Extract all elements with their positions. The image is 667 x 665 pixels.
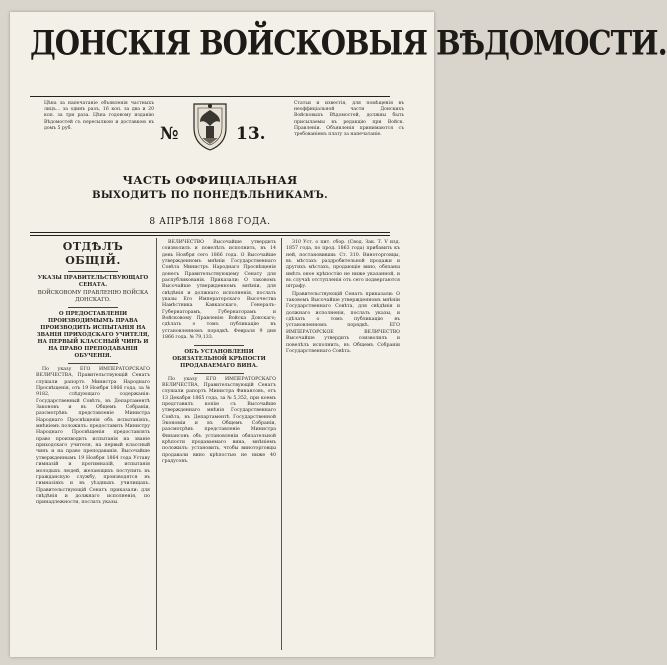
- newspaper-page: [10, 12, 667, 657]
- section-rule: [68, 271, 118, 272]
- column-divider: [281, 238, 282, 650]
- article-body: По указу ЕГО ИМПЕРАТОРСКАГО ВЕЛИЧЕСТВА, Правительствующій Сенатъ слушали рапортъ Министра Народнаго Просвѣщенія, отъ 19 Ноября 1866 года, за № 9182, слѣдующаго содержанія: Государственный Совѣтъ, въ Департаментѣ Законовъ и въ Общемъ Собраніи, разсмотрѣвъ представленіе Министра Народнаго Просвѣщенія объ испытаніяхъ, мнѣніемъ положилъ: предоставить Министру Народнаго Просвѣщенія предоставлять право производить испытанія на званіе приходскаго учителя, на первый классный чинъ и на право преподаванія. Высочайше утвержденнымъ 19 Ноября 1864 года Уставу гимназій и прогимназій, испытанія молодыхъ людей, желающихъ поступить въ гражданскую службу, производятся въ гимназіяхъ и въ уѣздныхъ училищахъ. Правительствующій Сенатъ приказали: для свѣдѣнія и должнаго исполненія, по принадлежности, послать указы.: [36, 367, 150, 506]
- subscription-notice: Цѣна за напечатаніе объявленія частныхъ лицъ... за одинъ разъ, 16 коп. за два и 20 коп. за три раза. Цѣна годовому изданію Вѣдомостей съ пересылкою и доставкою въ домъ 5 руб.: [44, 101, 154, 131]
- column-1: [36, 240, 150, 508]
- article-body: Правительствующій Сенатъ приказали: О таковомъ Высочайше утвержденномъ мнѣніи Государственнаго Совѣта, для свѣдѣнія и должнаго исполненія, послать указы, и сдѣлать о томъ публикацію въ установленномъ порядкѣ. ЕГО ИМПЕРАТОРСКОЕ ВЕЛИЧЕСТВО Высочайше утвердить соизволилъ и повелѣлъ исполнить, въ Общемъ Собраніи Государственнаго Совѣта.: [286, 291, 400, 354]
- column-3: [286, 240, 400, 356]
- masthead-rule: [30, 96, 390, 97]
- section-heading: ОТДѢЛЪ ОБЩІЙ.: [62, 240, 124, 267]
- section-rule: [68, 363, 118, 364]
- article-title: О ПРЕДОСТАВЛЕНІИ ПРОИЗВОДИМЫМЪ ПРАВА ПРОИЗВОДИТЬ ИСПЫТАНІЯ НА ЗВАНІЯ ПРИХОДСКАГО УЧИТЕЛЯ, НА ПЕРВЫЙ КЛАССНЫЙ ЧИНЪ И НА ПРАВО ПРЕПОДАВАНІЯ ОБУЧЕНІЯ.: [36, 311, 150, 359]
- article-body: ВЕЛИЧЕСТВО Высочайше утвердить соизволилъ и повелѣлъ исполнить, въ 14 день Ноября сего 1866 года. О Высочайше утвержденномъ мнѣніи Государственнаго Совѣта Министръ Народнаго Просвѣщенія донесъ Правительствующему Сенату для распубликованія. Приказали: О таковомъ Высочайше утвержденномъ мнѣніи, для свѣдѣнія и должнаго исполненія, послать указы Его Императорскаго Высочества Намѣстника Кавказскаго, Генералъ-Губернаторамъ, Губернаторамъ и Войсковому Правленію Войска Донскаго; сдѣлать о томъ публикацію въ установленномъ порядкѣ. Февраля 9 дня 1866 года. № 79,133.: [162, 240, 276, 341]
- column-2: [162, 240, 276, 466]
- issue-date: 8 АПРѢЛЯ 1868 ГОДА.: [149, 217, 271, 227]
- masthead-title: ДОНСКІЯ ВОЙСКОВЫЯ ВѢДОМОСТИ.: [30, 23, 667, 63]
- section-rule: [194, 345, 244, 346]
- contributions-notice: Статьи и известія, для помѣщенія въ неоффиціальной части Донскихъ Войсковыхъ Вѣдомостей, должны быть присылаемы въ редакцію при Войск. Правленіи. Объявленія принимаются съ требованіемъ плату за напечатаніе.: [294, 101, 404, 138]
- schedule-label: ВЫХОДИТЪ ПО ПОНЕДѢЛЬНИКАМЪ.: [92, 190, 328, 201]
- part-title: [30, 173, 390, 203]
- recipient-line: ВОЙСКОВОМУ ПРАВЛЕНІЮ ВОЙСКА ДОНСКАГО.: [37, 290, 149, 303]
- article-body: По указу ЕГО ИМПЕРАТОРСКАГО ВЕЛИЧЕСТВА, Правительствующій Сенатъ слушали рапортъ Министра Финансовъ, отъ 13 Декабря 1865 года, за № 5,352, при коемъ представилъ копію съ Высочайше утвержденнаго мнѣнія Государственнаго Совѣта, въ Департаментѣ Государственной Экономіи и въ Общемъ Собраніи, разсмотрѣвъ представленіе Министра Финансовъ объ установленіи обязательной крѣпости продаваемаго вина, мнѣніемъ положилъ: установить, чтобы виноторговцы продавали вино крѣпостью не ниже 40 градусовъ.: [162, 376, 276, 464]
- date-rule-bottom: [30, 235, 390, 236]
- article-body: 310 Уст. о пит. сбор. (Свод. Зак. Т. V изд. 1857 года, по прод. 1863 года) прибавить къ ней, постановивши: Ст. 310. Виноторговцы, въ мѣстахъ раздробительной продажи и другихъ мѣстахъ, продающіе вино, обязаны имѣть оное крѣпостію не ниже указанной, и въ случаѣ отступленія отъ сего подвергаются штрафу.: [286, 240, 400, 290]
- part-label: ЧАСТЬ ОФФИЦІАЛЬНАЯ: [122, 173, 298, 187]
- coat-of-arms-icon: [186, 100, 234, 152]
- issue-number: 13.: [236, 124, 266, 144]
- subheading: УКАЗЫ ПРАВИТЕЛЬСТВУЮЩАГО СЕНАТА.: [37, 275, 149, 288]
- date-rule-top: [30, 232, 390, 233]
- article-title: ОБЪ УСТАНОВЛЕНІИ ОБЯЗАТЕЛЬНОЙ КРѢПОСТИ ПРОДАВАЕМАГО ВИНА.: [172, 348, 266, 369]
- section-rule: [68, 307, 118, 308]
- section-rule: [194, 373, 244, 374]
- column-divider: [156, 238, 157, 650]
- issue-number-sign: №: [160, 124, 179, 144]
